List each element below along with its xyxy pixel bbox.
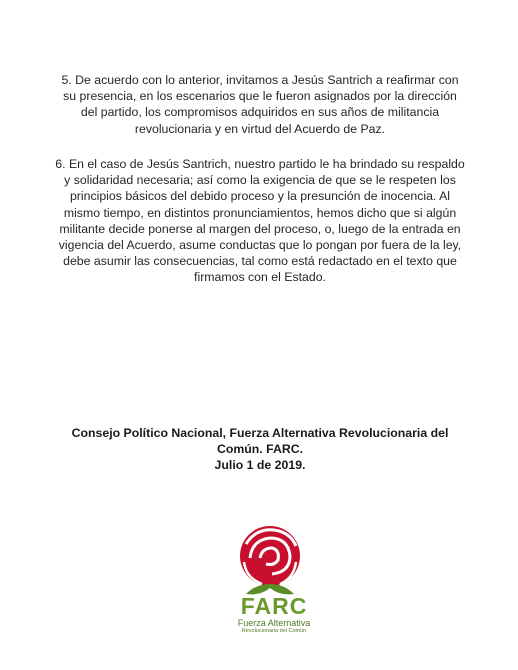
- logo-name: FARC: [240, 593, 308, 619]
- farc-logo: [216, 522, 324, 652]
- signature-line-2: Común. FARC.: [216, 442, 304, 457]
- farc-brand: [224, 594, 324, 635]
- paragraph-5: 5. De acuerdo con lo anterior, invitamos a Jesús Santrich a reafirmar con su presencia, en los escenarios que le fueron asignados por la dirección del partido, los compromisos adquiridos en sus años de militancia revolucionaria y en virtud del Acuerdo de Paz.: [61, 73, 459, 136]
- signature-block: [50, 425, 470, 474]
- signature-date: Julio 1 de 2019.: [214, 458, 306, 473]
- rose-icon: [216, 522, 324, 598]
- signature-line-1: Consejo Político Nacional, Fuerza Alternativa Revolucionaria del: [71, 426, 449, 440]
- paragraph-6: 6. En el caso de Jesús Santrich, nuestro partido le ha brindado su respaldo y solidaridad necesaria; así como la exigencia de que se le respeten los principios básicos del debido proceso y la presunción de inocencia. Al mismo tiempo, en distintos pronunciamientos, hemos dicho que si algún militante decide ponerse al margen del proceso, o, luego de la entrada en vigencia del Acuerdo, asume conductas que lo pongan por fuera de la ley, debe asumir las consecuencias, tal como está redactado en el texto que firmamos con el Estado.: [55, 157, 465, 285]
- logo-subtitle-2: Revolucionaria del Común: [241, 628, 307, 634]
- logo-subtitle-1: Fuerza Alternativa: [237, 618, 311, 628]
